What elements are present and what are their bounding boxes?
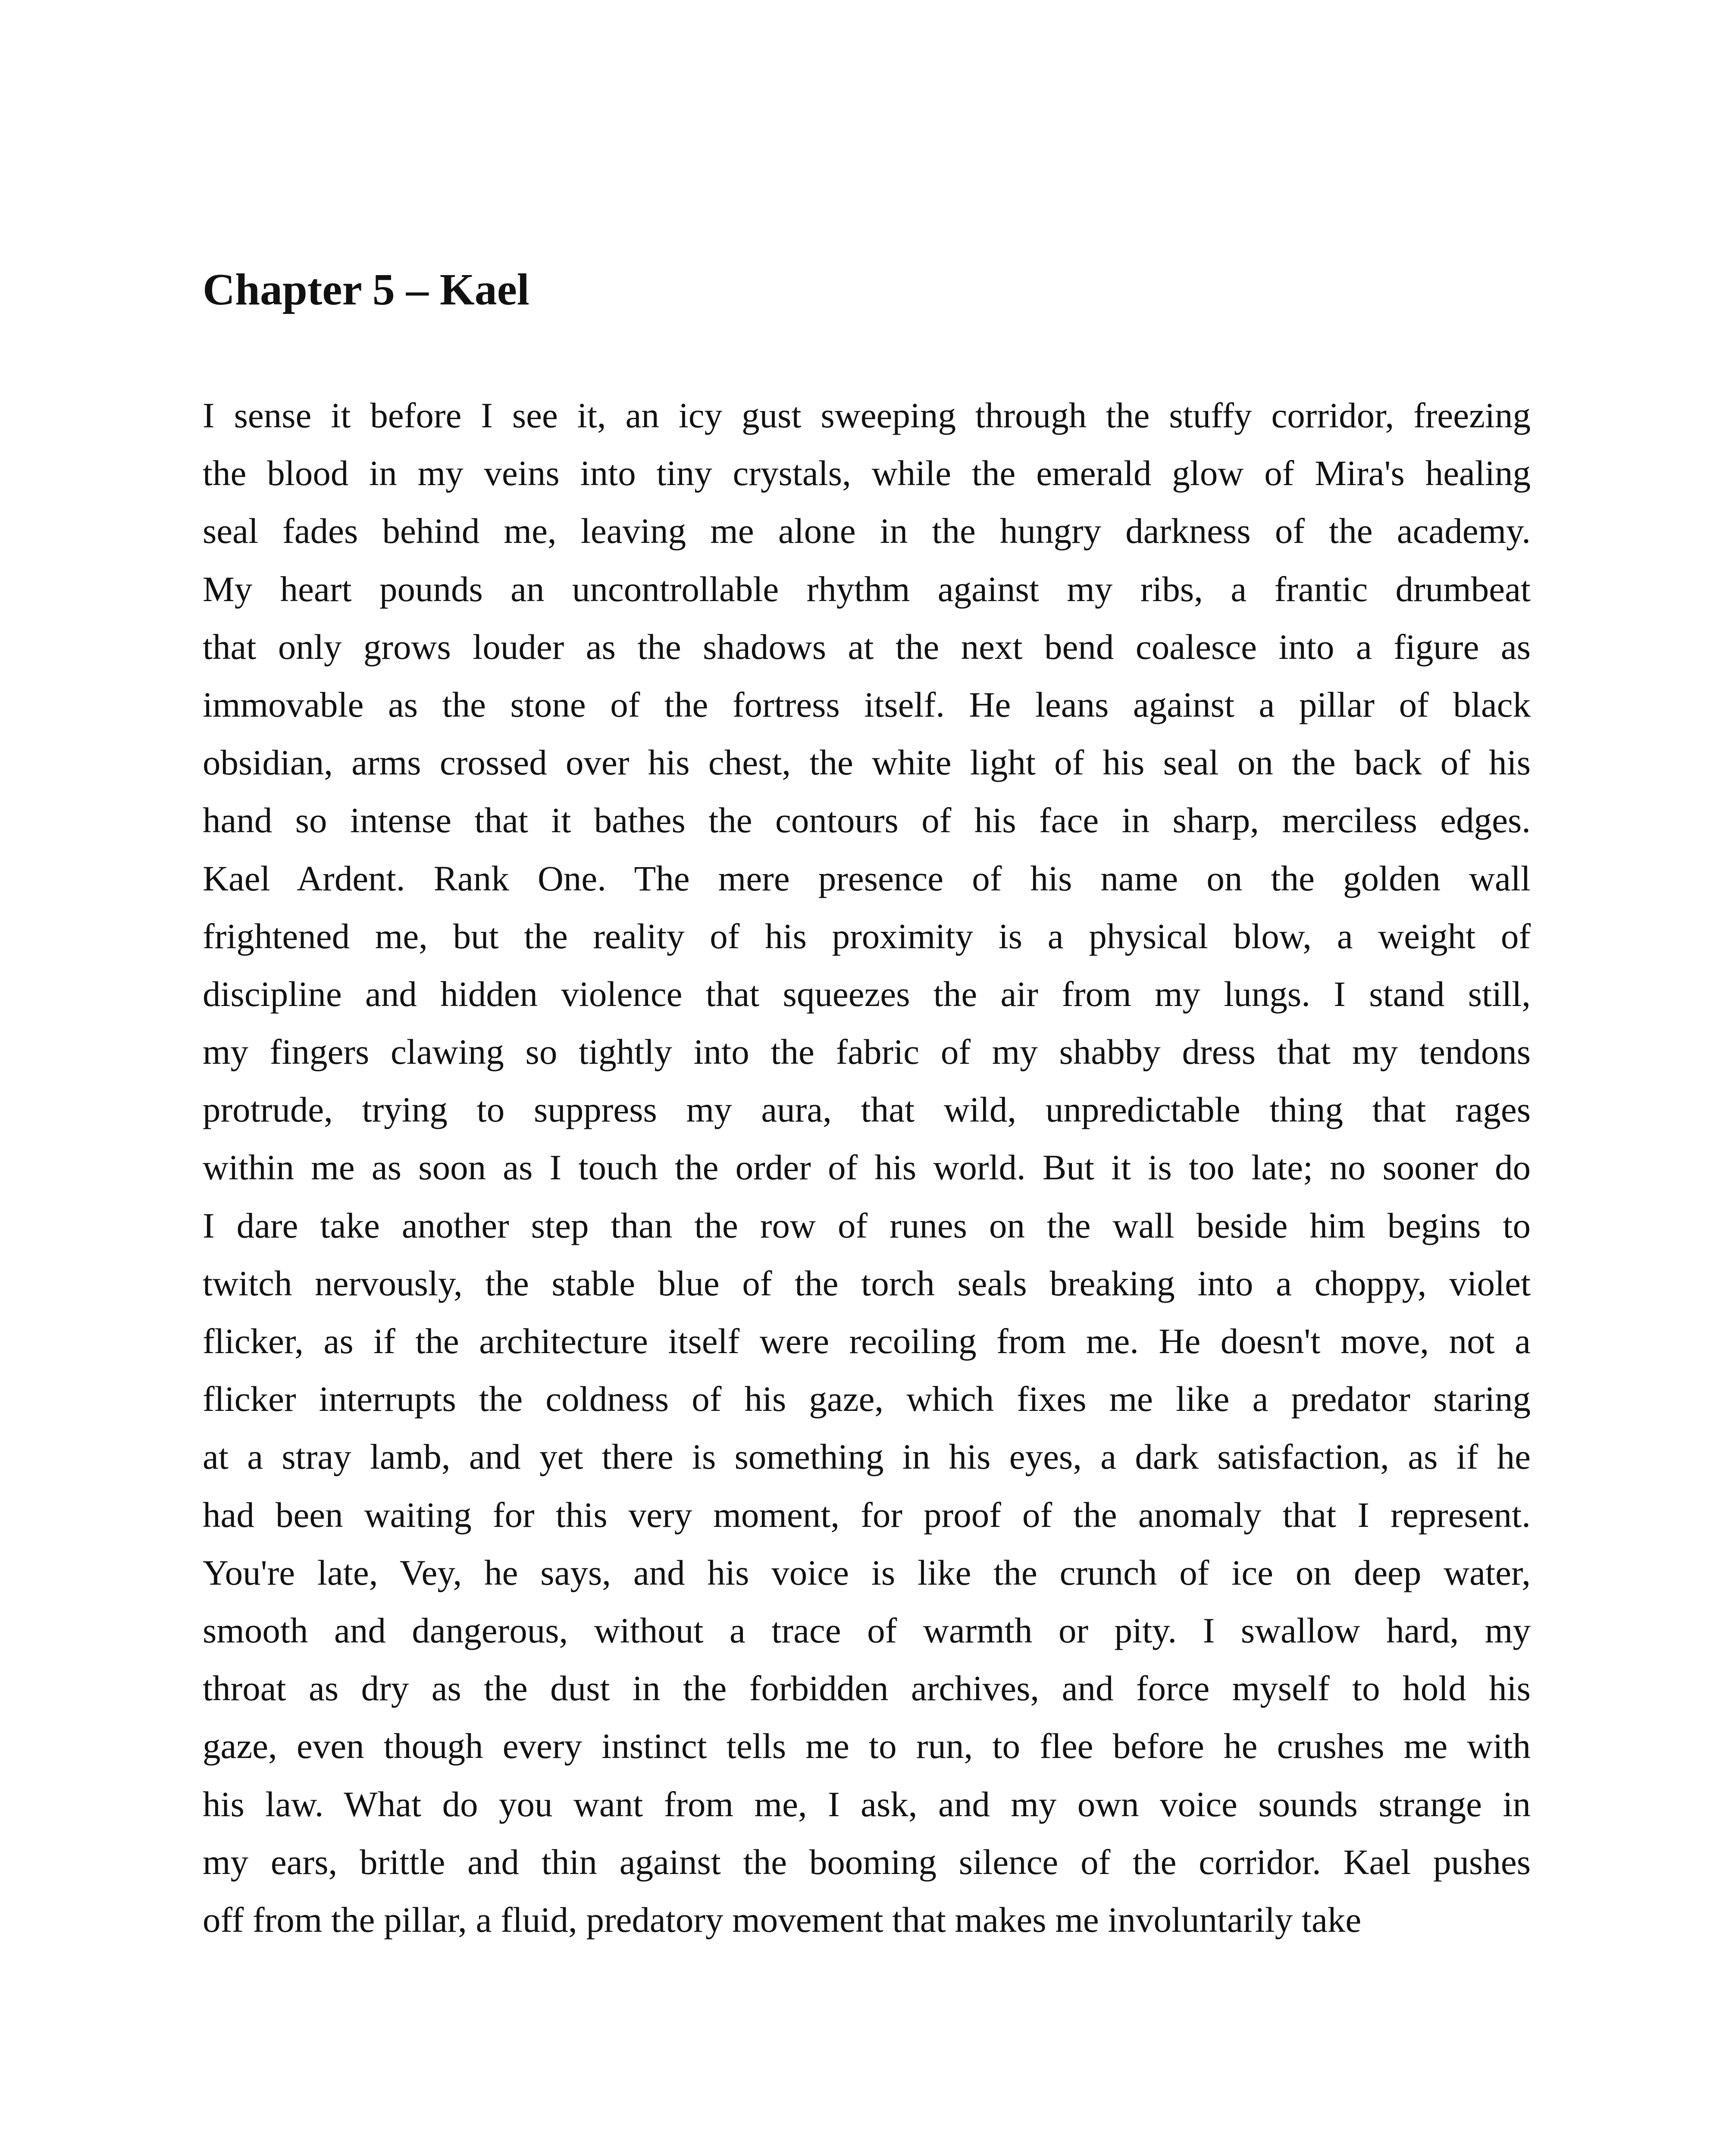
text-line: Kael Ardent. Rank One. The mere presence of his name on the golden wall [203, 858, 1531, 898]
text-line: frightened me, but the reality of his proximity is a physical blow, a weight of [203, 916, 1531, 956]
text-line: protrude, trying to suppress my aura, that wild, unpredictable thing that rages [203, 1090, 1531, 1130]
text-line: at a stray lamb, and yet there is something in his eyes, a dark satisfaction, as if he [203, 1437, 1531, 1477]
text-line: I dare take another step than the row of runes on the wall beside him begins to [203, 1205, 1531, 1245]
text-line: had been waiting for this very moment, for proof of the anomaly that I represent. [203, 1495, 1531, 1535]
text-line: off from the pillar, a fluid, predatory movement that makes me involuntarily take [203, 1899, 1362, 1940]
text-line: gaze, even though every instinct tells me to run, to flee before he crushes me with [203, 1726, 1531, 1766]
text-line: seal fades behind me, leaving me alone in the hungry darkness of the academy. [203, 511, 1531, 551]
text-line: My heart pounds an uncontrollable rhythm against my ribs, a frantic drumbeat [203, 569, 1531, 609]
text-line: my ears, brittle and thin against the booming silence of the corridor. Kael pushes [203, 1842, 1531, 1882]
text-line: within me as soon as I touch the order of his world. But it is too late; no sooner do [203, 1147, 1531, 1188]
text-line: smooth and dangerous, without a trace of warmth or pity. I swallow hard, my [203, 1610, 1531, 1650]
text-line: that only grows louder as the shadows at the next bend coalesce into a figure as [203, 627, 1531, 667]
text-line: I sense it before I see it, an icy gust sweeping through the stuffy corridor, freezing [203, 395, 1531, 435]
text-line: throat as dry as the dust in the forbidden archives, and force myself to hold his [203, 1668, 1531, 1708]
text-line: discipline and hidden violence that squeezes the air from my lungs. I stand still, [203, 974, 1531, 1014]
text-line: obsidian, arms crossed over his chest, the white light of his seal on the back of his [203, 743, 1531, 783]
text-line: You're late, Vey, he says, and his voice is like the crunch of ice on deep water, [203, 1552, 1531, 1592]
chapter-body [203, 386, 1531, 1949]
text-line: my fingers clawing so tightly into the fabric of my shabby dress that my tendons [203, 1032, 1531, 1072]
text-line: flicker, as if the architecture itself were recoiling from me. He doesn't move, not a [203, 1321, 1531, 1361]
chapter-title: Chapter 5 – Kael [203, 265, 529, 314]
text-line: twitch nervously, the stable blue of the torch seals breaking into a choppy, violet [203, 1263, 1531, 1303]
text-line: hand so intense that it bathes the contours of his face in sharp, merciless edges. [203, 800, 1531, 840]
text-line: his law. What do you want from me, I ask, and my own voice sounds strange in [203, 1784, 1531, 1824]
text-line: the blood in my veins into tiny crystals, while the emerald glow of Mira's healing [203, 453, 1531, 493]
text-line: flicker interrupts the coldness of his gaze, which fixes me like a predator staring [203, 1379, 1531, 1419]
text-line: immovable as the stone of the fortress itself. He leans against a pillar of black [203, 684, 1531, 724]
